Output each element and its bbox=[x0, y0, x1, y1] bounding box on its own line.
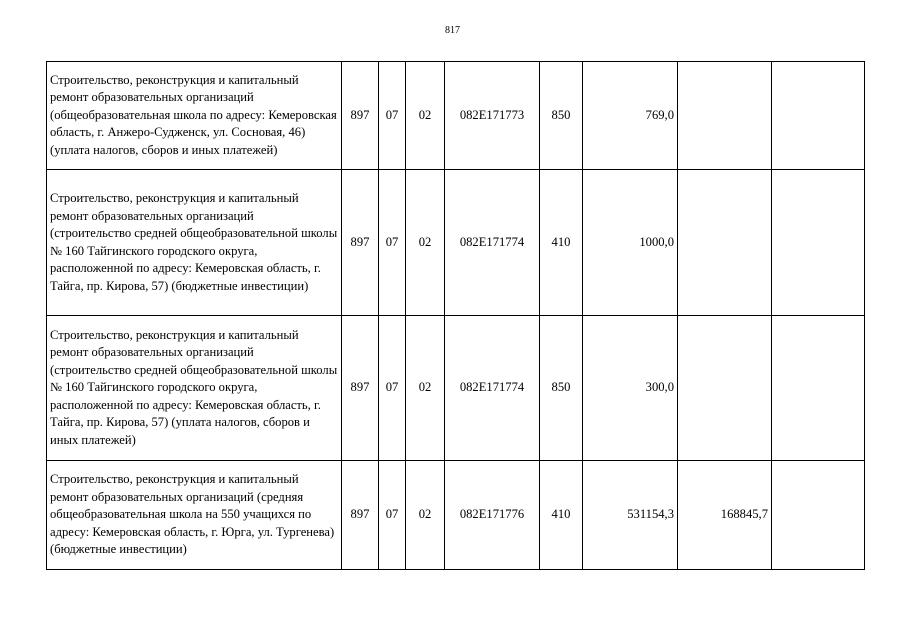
ministry-code-cell: 897 bbox=[342, 62, 379, 170]
ministry-code-cell: 897 bbox=[342, 461, 379, 570]
budget-table bbox=[46, 61, 865, 570]
amount-cell-2: 168845,7 bbox=[678, 461, 772, 570]
subsection-code-cell: 02 bbox=[406, 316, 445, 461]
subsection-code-cell: 02 bbox=[406, 62, 445, 170]
amount-cell-2 bbox=[678, 316, 772, 461]
section-code-cell: 07 bbox=[379, 461, 406, 570]
amount-cell-3 bbox=[772, 461, 865, 570]
expense-type-cell: 850 bbox=[540, 62, 583, 170]
expense-type-cell: 850 bbox=[540, 316, 583, 461]
amount-cell-1: 531154,3 bbox=[583, 461, 678, 570]
amount-cell-1: 1000,0 bbox=[583, 170, 678, 316]
table-row bbox=[47, 461, 865, 570]
subsection-code-cell: 02 bbox=[406, 170, 445, 316]
amount-cell-2 bbox=[678, 62, 772, 170]
amount-cell-2 bbox=[678, 170, 772, 316]
description-cell: Строительство, реконструкция и капитальный ремонт образовательных организаций (строительство средней общеобразовательной школы № 160 Тайгинского городского округа, расположенной по адресу: Кемеровская область, г. Тайга, пр. Кирова, 57) (уплата налогов, сборов и иных платежей) bbox=[47, 316, 342, 461]
description-cell: Строительство, реконструкция и капитальный ремонт образовательных организаций (общеобразовательная школа по адресу: Кемеровская область, г. Анжеро-Судженск, ул. Сосновая, 46) (уплата налогов, сборов и иных платежей) bbox=[47, 62, 342, 170]
section-code-cell: 07 bbox=[379, 62, 406, 170]
ministry-code-cell: 897 bbox=[342, 170, 379, 316]
amount-cell-1: 300,0 bbox=[583, 316, 678, 461]
table-row bbox=[47, 170, 865, 316]
amount-cell-3 bbox=[772, 62, 865, 170]
subsection-code-cell: 02 bbox=[406, 461, 445, 570]
description-cell: Строительство, реконструкция и капитальный ремонт образовательных организаций (средняя общеобразовательная школа на 550 учащихся по адресу: Кемеровская область, г. Юрга, ул. Тургенева) (бюджетные инвестиции) bbox=[47, 461, 342, 570]
amount-cell-1: 769,0 bbox=[583, 62, 678, 170]
table-row bbox=[47, 62, 865, 170]
page-number: 817 bbox=[445, 25, 460, 36]
description-cell: Строительство, реконструкция и капитальный ремонт образовательных организаций (строительство средней общеобразовательной школы № 160 Тайгинского городского округа, расположенной по адресу: Кемеровская область, г. Тайга, пр. Кирова, 57) (бюджетные инвестиции) bbox=[47, 170, 342, 316]
amount-cell-3 bbox=[772, 170, 865, 316]
target-article-cell: 082E171774 bbox=[445, 170, 540, 316]
table-row bbox=[47, 316, 865, 461]
target-article-cell: 082E171774 bbox=[445, 316, 540, 461]
section-code-cell: 07 bbox=[379, 316, 406, 461]
ministry-code-cell: 897 bbox=[342, 316, 379, 461]
amount-cell-3 bbox=[772, 316, 865, 461]
expense-type-cell: 410 bbox=[540, 461, 583, 570]
expense-type-cell: 410 bbox=[540, 170, 583, 316]
target-article-cell: 082E171773 bbox=[445, 62, 540, 170]
section-code-cell: 07 bbox=[379, 170, 406, 316]
target-article-cell: 082E171776 bbox=[445, 461, 540, 570]
